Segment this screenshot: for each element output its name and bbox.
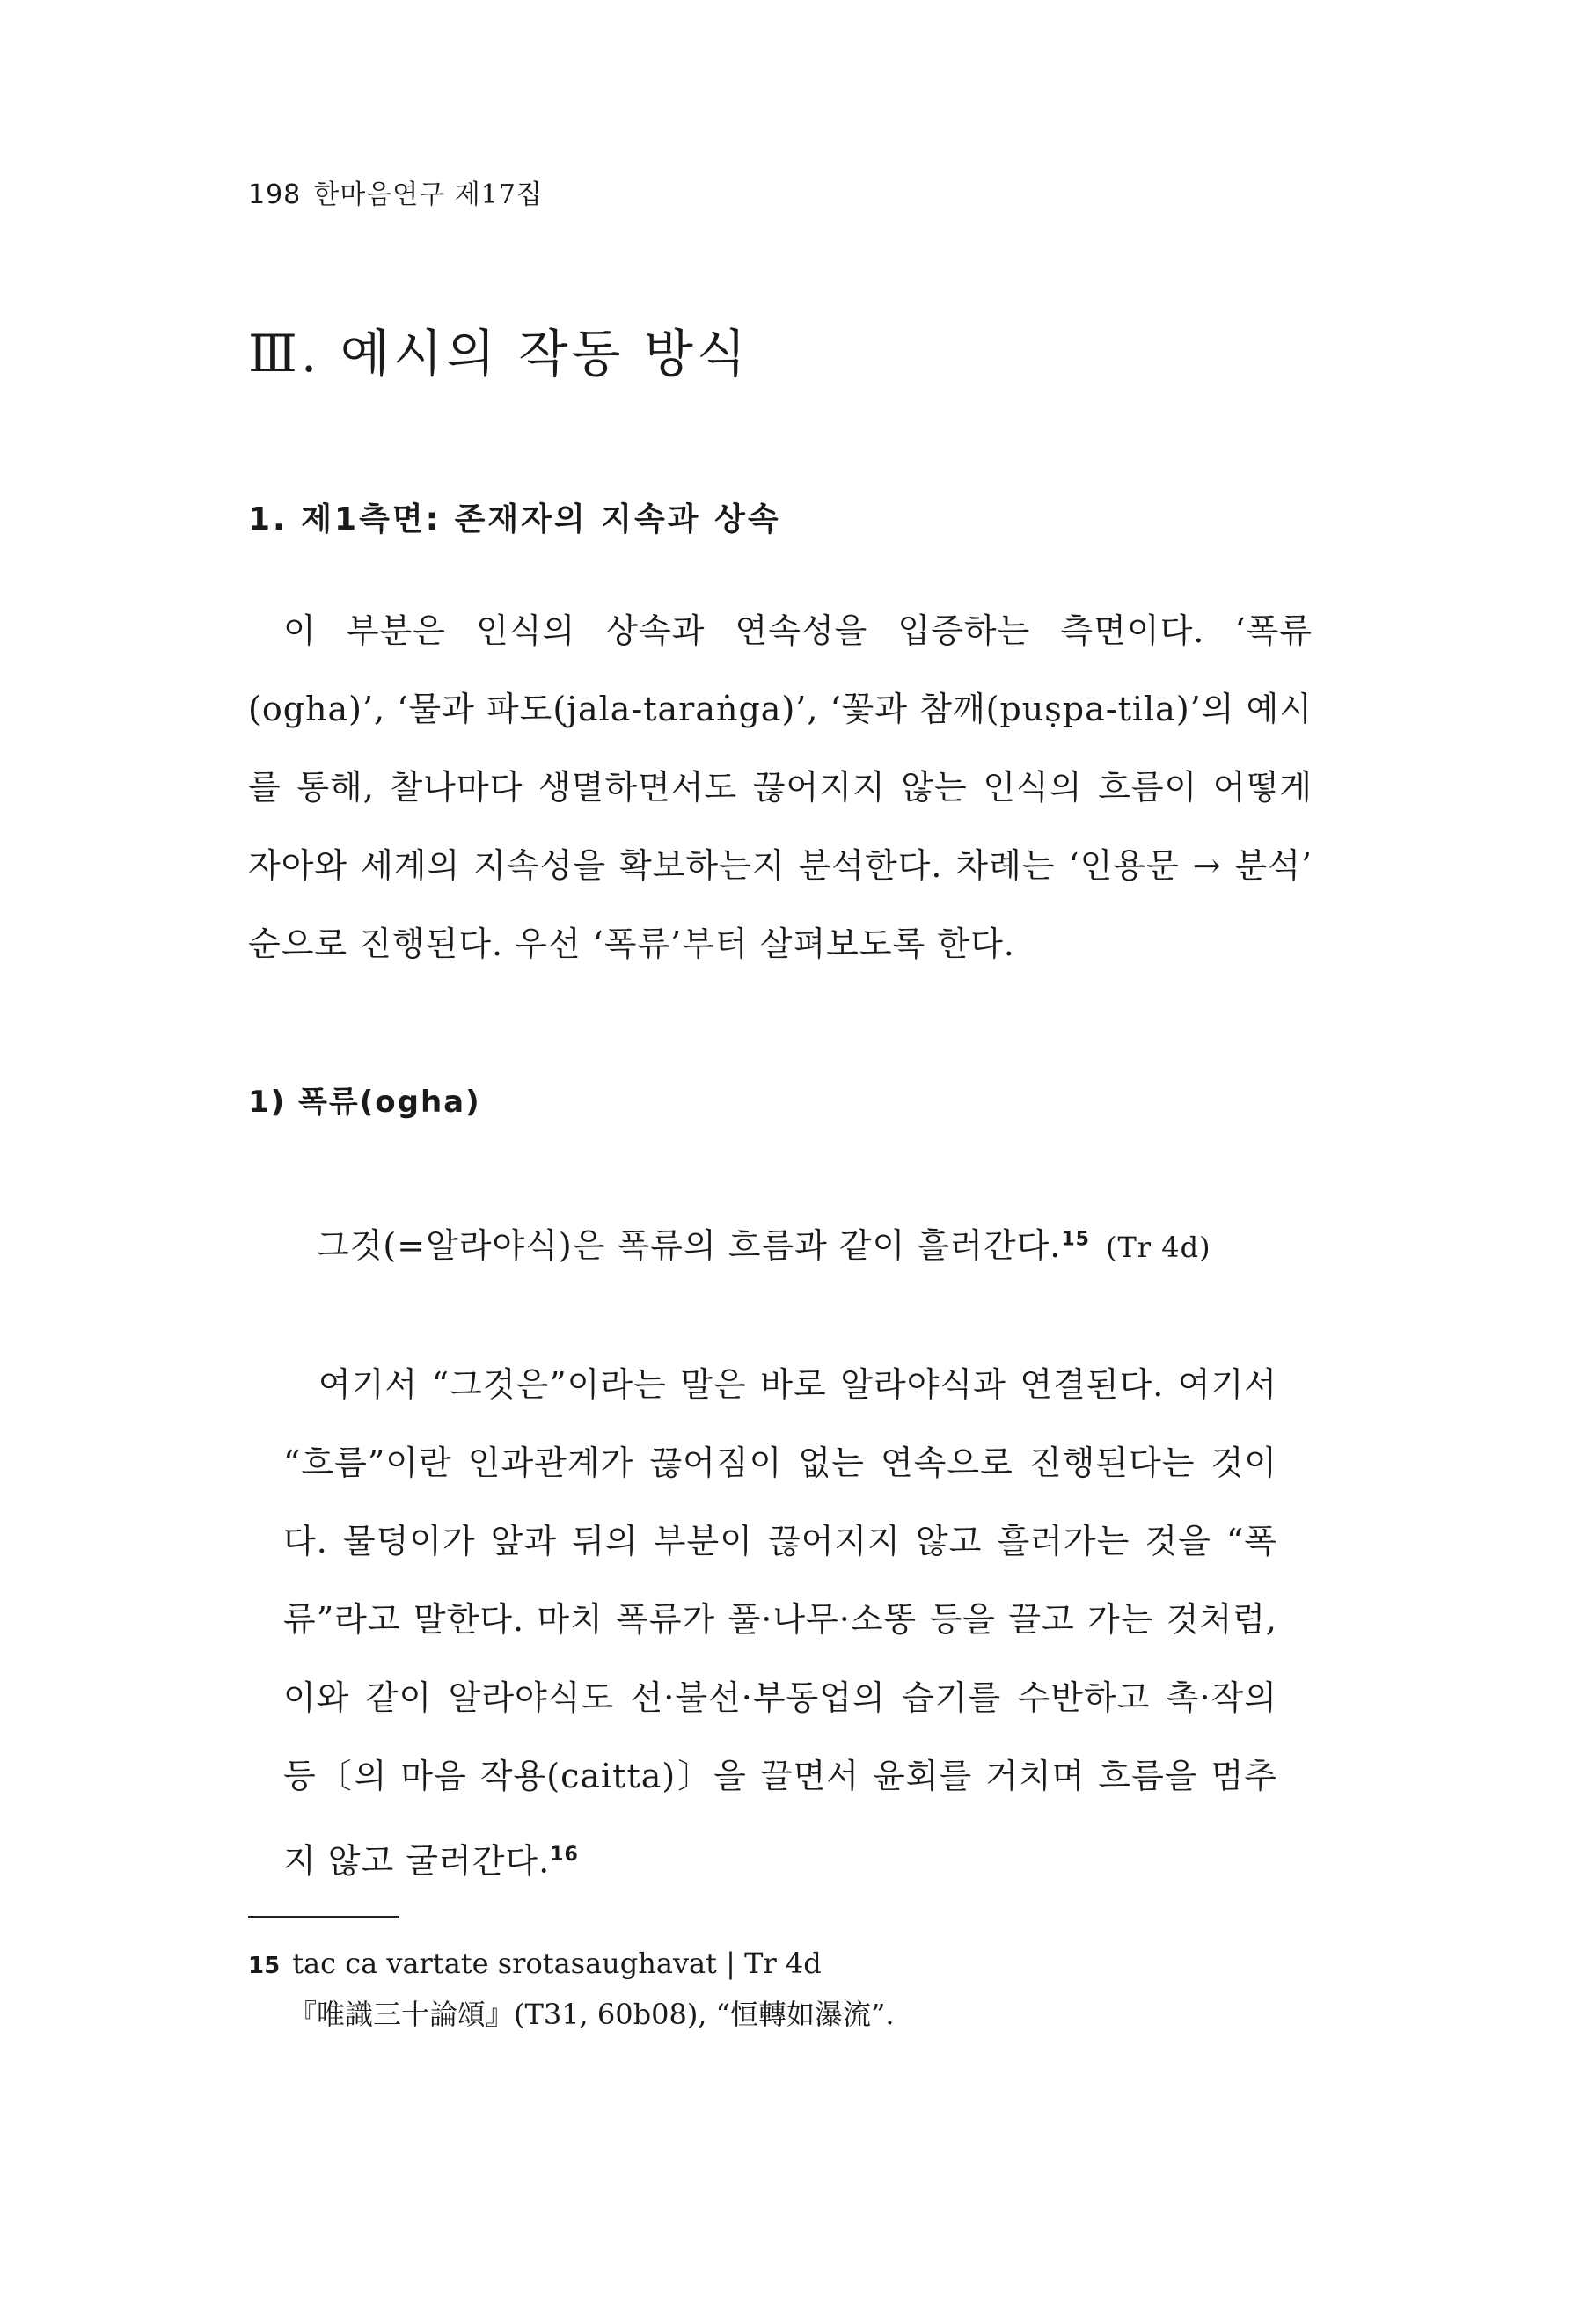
section-title: Ⅲ. 예시의 작동 방식 xyxy=(248,324,750,384)
footnote-15 xyxy=(248,1940,1304,2039)
footnote-line-2: 『唯識三十論頌』(T31, 60b08), “恒轉如瀑流”. xyxy=(289,1998,895,2031)
block-quote xyxy=(317,1218,1211,1267)
footnote-line-1: tac ca vartate srotasaughavat | Tr 4d xyxy=(292,1947,822,1980)
footnote-divider xyxy=(248,1916,399,1918)
running-header xyxy=(248,172,543,211)
subsubsection-title: 1) 폭류(ogha) xyxy=(248,1085,481,1120)
footnote-ref-16[interactable]: 16 xyxy=(550,1844,579,1866)
subsection-title: 1. 제1측면: 존재자의 지속과 상속 xyxy=(248,501,781,537)
body-paragraph-2 xyxy=(283,1346,1277,1901)
quote-text: 그것(=알라야식)은 폭류의 흐름과 같이 흘러간다. xyxy=(317,1226,1062,1265)
journal-title: 한마음연구 제17집 xyxy=(313,179,543,210)
paragraph-2-text: 여기서 “그것은”이라는 말은 바로 알라야식과 연결된다. 여기서 “흐름”이란 인과관계가 끊어짐이 없는 연속으로 진행된다는 것이다. 물덩이가 앞과 뒤의 부분이 끊어지지 않고 흘러가는 것을 “폭류”라고 말한다. 마치 폭류가 풀·나무·소똥 등을 끌고 가는 것처럼, 이와 같이 알라야식도 선·불선·부동업의 습기를 수반하고 촉·작의 등〔의 마음 작용(caitta)〕을 끌면서 윤회를 거치며 흐름을 멈추지 않고 굴러간다. xyxy=(283,1365,1277,1881)
footnote-number: 15 xyxy=(248,1953,281,1979)
body-paragraph-1: 이 부분은 인식의 상속과 연속성을 입증하는 측면이다. ‘폭류(ogha)’, ‘물과 파도(jala-taraṅga)’, ‘꽃과 참깨(puṣpa-tila)’의 예시를 통해, 찰나마다 생멸하면서도 끊어지지 않는 인식의 흐름이 어떻게 자아와 세계의 지속성을 확보하는지 분석한다. 차례는 ‘인용문 → 분석’ 순으로 진행된다. 우선 ‘폭류’부터 살펴보도록 한다. xyxy=(248,611,1313,963)
footnote-ref-15[interactable]: 15 xyxy=(1061,1228,1090,1251)
page-number: 198 xyxy=(248,179,302,210)
quote-citation: (Tr 4d) xyxy=(1105,1231,1211,1264)
